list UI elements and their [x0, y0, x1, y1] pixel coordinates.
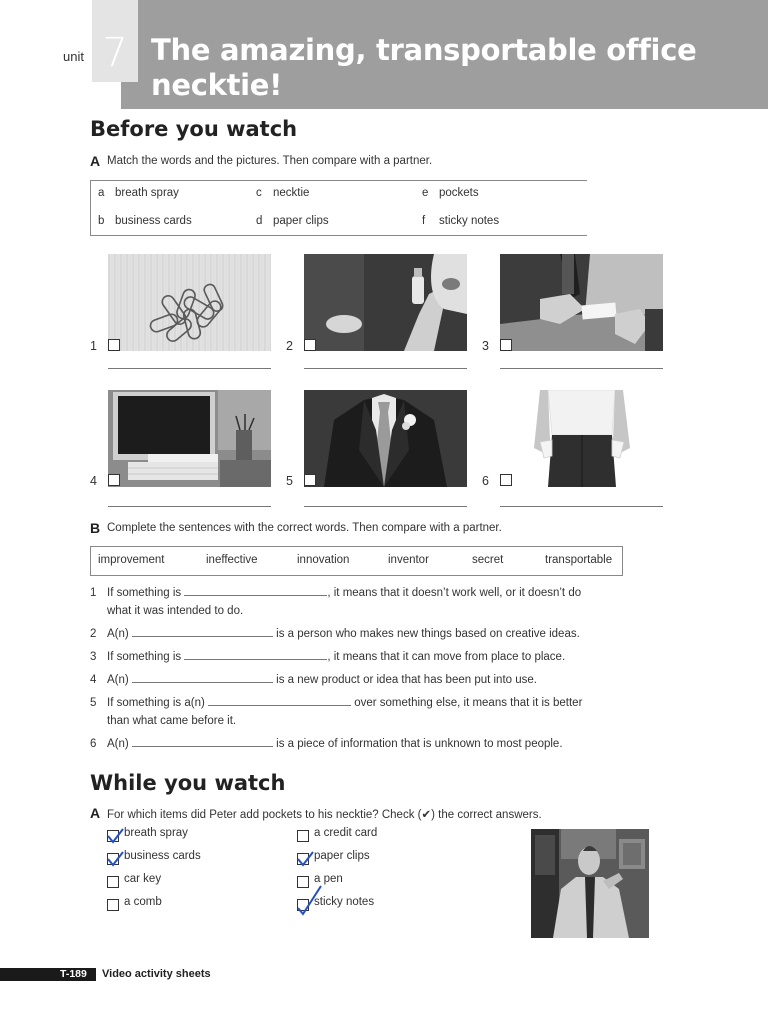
sentence-after: is a piece of information that is unknown to most people. [276, 738, 563, 750]
word-text: pockets [439, 187, 479, 199]
sentence-before: A(n) [107, 674, 129, 686]
sentence-before: If something is [107, 587, 182, 599]
word-bank-item: ineffective [206, 554, 258, 566]
office-computer-photo [108, 390, 271, 487]
section-title-while: While you watch [90, 771, 286, 795]
word-bank-b [90, 546, 623, 576]
sentence-2 [90, 625, 610, 643]
word-key: f [422, 215, 426, 227]
word-bank-item: improvement [98, 554, 165, 566]
sentence-text [107, 671, 537, 689]
sentence-number: 2 [90, 628, 97, 640]
sentence-before: If something is [107, 651, 182, 663]
sentence-before: A(n) [107, 738, 129, 750]
word-text: sticky notes [439, 215, 500, 227]
picture-checkbox[interactable] [304, 339, 316, 351]
sentence-number: 4 [90, 674, 97, 686]
answer-blank[interactable] [132, 626, 273, 637]
page-title-line-1: The amazing, transportable office [151, 33, 697, 67]
word-key: a [98, 187, 105, 199]
word-text: business cards [115, 215, 192, 227]
check-mark-icon [296, 849, 316, 869]
sentence-number: 6 [90, 738, 97, 750]
sentence-before: If something is a(n) [107, 697, 205, 709]
necktie-suit-photo [304, 390, 467, 487]
sentence-text [107, 648, 565, 666]
sentence-number: 3 [90, 651, 97, 663]
checklist-label: a comb [124, 896, 162, 908]
sentence-line-2: than what came before it. [107, 715, 237, 727]
business-card-photo [500, 254, 663, 351]
sentence-text [107, 735, 563, 753]
paper-clips-photo [108, 254, 271, 351]
word-box-a [90, 180, 587, 236]
sentence-number: 1 [90, 587, 97, 599]
sentence-text [107, 584, 581, 602]
word-bank-item: inventor [388, 554, 429, 566]
page-title [151, 33, 751, 103]
checklist-label: sticky notes [314, 896, 375, 908]
picture-number: 2 [286, 339, 293, 353]
sentence-after: is a person who makes new things based on creative ideas. [276, 628, 580, 640]
sentence-text [107, 694, 582, 712]
exercise-b-instruction: Complete the sentences with the correct words. Then compare with a partner. [107, 522, 502, 534]
picture-checkbox[interactable] [500, 339, 512, 351]
checklist-label: paper clips [314, 850, 370, 862]
picture-checkbox[interactable] [108, 339, 120, 351]
video-still-photo [531, 829, 649, 938]
word-key: c [256, 187, 262, 199]
answer-blank[interactable] [184, 649, 327, 660]
sentence-after: , it means that it can move from place to place. [327, 651, 566, 663]
word-bank-item: transportable [545, 554, 613, 566]
while-exercise-a-letter: A [90, 805, 101, 821]
sentence-3 [90, 648, 610, 666]
sentence-before: A(n) [107, 628, 129, 640]
picture-checkbox[interactable] [108, 474, 120, 486]
exercise-b-letter: B [90, 520, 101, 536]
sentence-1 [90, 584, 610, 620]
answer-line[interactable] [108, 506, 271, 507]
word-text: breath spray [115, 187, 179, 199]
checklist-label: business cards [124, 850, 201, 862]
word-key: b [98, 215, 105, 227]
sentence-text [107, 625, 580, 643]
answer-line[interactable] [304, 368, 467, 369]
word-bank-item: innovation [297, 554, 350, 566]
checkbox-credit-card[interactable] [297, 830, 309, 842]
word-key: d [256, 215, 263, 227]
answer-line[interactable] [304, 506, 467, 507]
word-text: necktie [273, 187, 310, 199]
checklist-label: car key [124, 873, 162, 885]
picture-number: 1 [90, 339, 97, 353]
answer-line[interactable] [500, 368, 663, 369]
check-mark-icon [106, 849, 126, 869]
sentence-after: over something else, it means that it is better [354, 697, 583, 709]
answer-line[interactable] [108, 368, 271, 369]
exercise-a-letter: A [90, 153, 101, 169]
picture-number: 3 [482, 339, 489, 353]
footer-title: Video activity sheets [102, 968, 211, 980]
unit-label: unit [63, 49, 84, 64]
checkbox-car-key[interactable] [107, 876, 119, 888]
sentence-line-2: what it was intended to do. [107, 605, 244, 617]
sentence-5 [90, 694, 610, 730]
section-title-before: Before you watch [90, 117, 298, 141]
empty-pockets-photo [500, 390, 663, 487]
sentence-4 [90, 671, 610, 689]
page-title-line-2: necktie! [151, 68, 283, 102]
word-key: e [422, 187, 429, 199]
sentence-number: 5 [90, 697, 97, 709]
sentence-6 [90, 735, 610, 753]
checklist-label: a credit card [314, 827, 378, 839]
check-mark-icon [106, 826, 126, 846]
sentence-after: , it means that it doesn’t work well, or it doesn’t do [327, 587, 582, 599]
sentence-after: is a new product or idea that has been put into use. [276, 674, 537, 686]
picture-number: 5 [286, 474, 293, 488]
answer-blank[interactable] [184, 585, 327, 596]
picture-checkbox[interactable] [304, 474, 316, 486]
while-exercise-a-instruction: For which items did Peter add pockets to his necktie? Check (✔) the correct answers. [107, 809, 542, 821]
picture-number: 6 [482, 474, 489, 488]
picture-checkbox[interactable] [500, 474, 512, 486]
checklist-label: breath spray [124, 827, 188, 839]
picture-number: 4 [90, 474, 97, 488]
breath-spray-photo [304, 254, 467, 351]
page-code: T-189 [60, 968, 87, 980]
unit-number: 7 [102, 30, 128, 76]
unit-number-box [92, 0, 138, 82]
checklist-label: a pen [314, 873, 343, 885]
answer-blank[interactable] [132, 672, 273, 683]
answer-line[interactable] [500, 506, 663, 507]
answer-blank[interactable] [132, 736, 273, 747]
word-bank-item: secret [472, 554, 504, 566]
word-text: paper clips [273, 215, 329, 227]
answer-blank[interactable] [208, 695, 351, 706]
exercise-a-instruction: Match the words and the pictures. Then compare with a partner. [107, 155, 433, 167]
checkbox-a-comb[interactable] [107, 899, 119, 911]
